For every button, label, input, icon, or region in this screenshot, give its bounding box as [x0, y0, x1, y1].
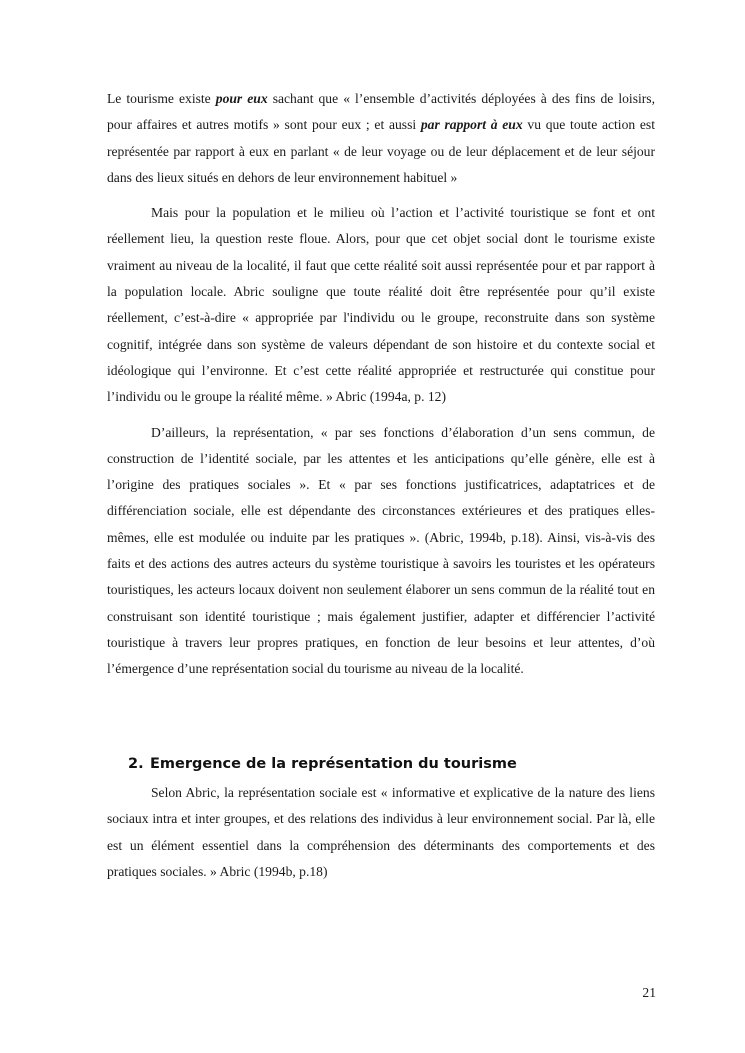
section-number: 2. — [128, 756, 144, 772]
section-paragraph: Selon Abric, la représentation sociale est « informative et explicative de la nature des liens sociaux intra et inter groupes, et des relations des individus à leur environnement social. Par là, elle est un élément essentiel dans la compréhension des déterminants des comportements et des pratiques sociales. » Abric (1994b, p.18) — [107, 785, 655, 879]
section-title: Emergence de la représentation du tourisme — [150, 756, 517, 772]
paragraph-1-segment-3: vu que toute action est représentée par rapport à eux en parlant « de leur voyage ou de leur déplacement et de leur séjour dans des lieux situés en dehors de leur environnement habituel » — [107, 117, 655, 185]
section-heading — [128, 752, 517, 776]
emphasis-par-rapport-a-eux: par rapport à eux — [420, 117, 523, 133]
paragraph-1 — [107, 86, 655, 191]
page-number: 21 — [642, 985, 656, 1000]
paragraph-1-segment-1: Le tourisme existe — [107, 91, 216, 106]
body-text — [107, 86, 655, 692]
paragraph-1-segment-2: sachant que « l’ensemble d’activités déployées à des fins de loisirs, pour affaires et autres motifs » sont pour eux ; et aussi — [107, 91, 655, 133]
section-body — [107, 780, 655, 894]
paragraph-3: D’ailleurs, la représentation, « par ses fonctions d’élaboration d’un sens commun, de construction de l’identité sociale, par les attentes et les anticipations qu’elle génère, elle est à l’origine des pratiques sociales ». Et « par ses fonctions justificatrices, adaptatrices et de différenciation sociale, elle est dépendante des circonstances extérieures et des pratiques elles-mêmes, elle est modulée ou induite par les pratiques ». (Abric, 1994b, p.18). Ainsi, vis-à-vis des faits et des actions des autres acteurs du système touristique à savoirs les touristes et les opérateurs touristiques, les acteurs locaux doivent non seulement élaborer un sens commun de la réalité tout en construisant son identité touristique ; mais également justifier, adapter et différencier l’activité touristique à travers leur propres pratiques, en fonction de leur besoins et leur attentes, d’où l’émergence d’une représentation social du tourisme au niveau de la localité. — [107, 424, 655, 677]
emphasis-pour-eux: pour eux — [215, 91, 268, 106]
paragraph-2: Mais pour la population et le milieu où l’action et l’activité touristique se font et ont réellement lieu, la question reste floue. Alors, pour que cet objet social dont le tourisme existe vraiment au niveau de la localité, il faut que cette réalité soit aussi représentée pour et par rapport à la population locale. Abric souligne que toute réalité doit être représentée pour qu’il existe réellement, c’est-à-dire « appropriée par l'individu ou le groupe, reconstruite dans son système cognitif, intégrée dans son système de valeurs dépendant de son histoire et du contexte social et idéologique qui l’environne. Et c’est cette réalité appropriée et restructurée qui constitue pour l’individu ou le groupe la réalité même. » Abric (1994a, p. 12) — [107, 205, 655, 405]
